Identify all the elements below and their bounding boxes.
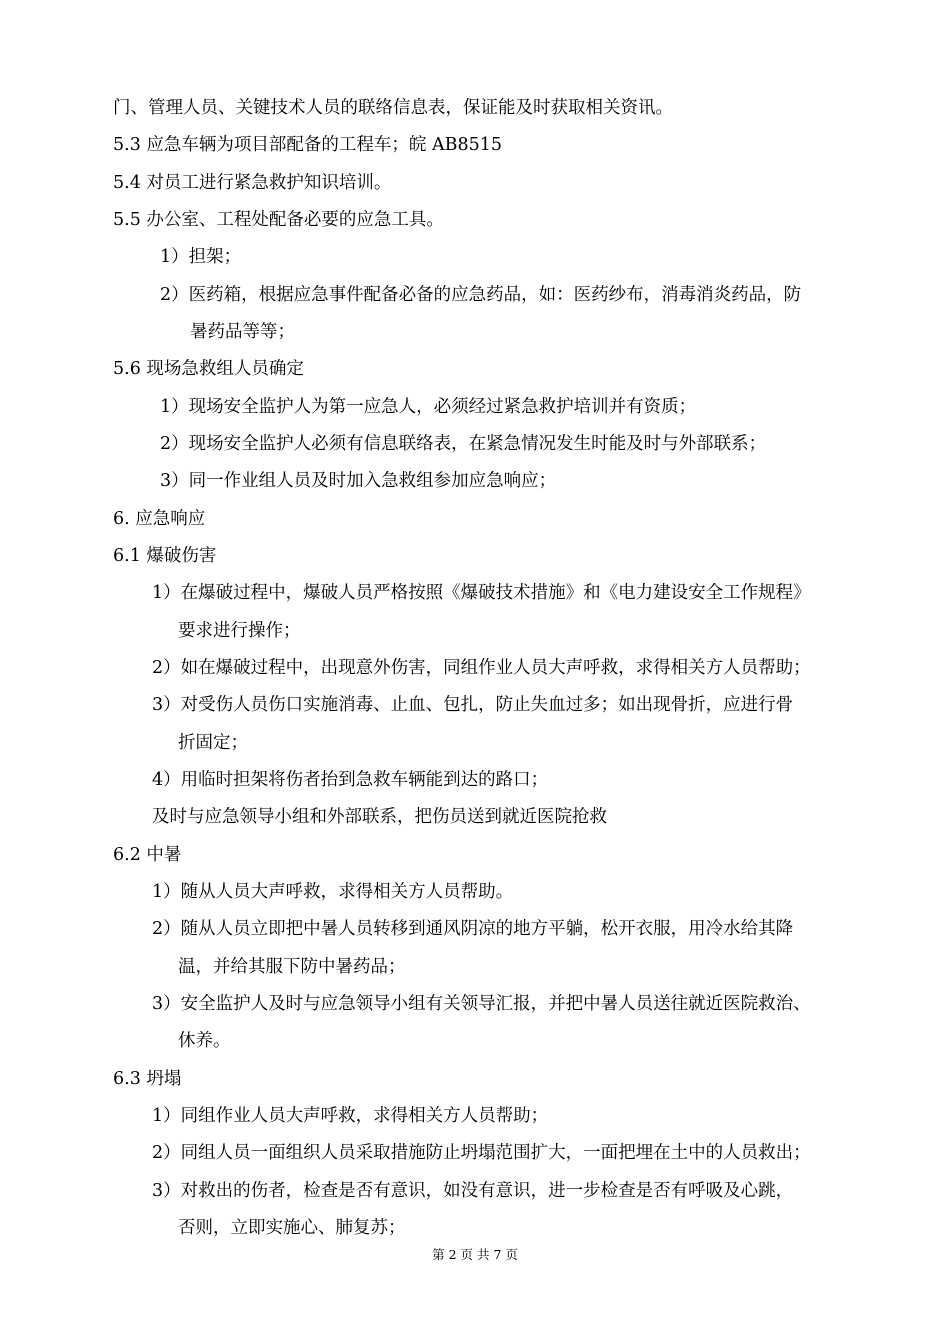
list-item: 4）用临时担架将伤者抬到急救车辆能到达的路口；	[152, 770, 549, 790]
list-item-continuation: 否则，立即实施心、肺复苏；	[178, 1218, 406, 1238]
list-item: 1）随从人员大声呼救，求得相关方人员帮助。	[152, 882, 514, 902]
list-item: 1）在爆破过程中，爆破人员严格按照《爆破技术措施》和《电力建设安全工作规程》	[152, 583, 811, 603]
list-item-continuation: 休养。	[178, 1031, 231, 1051]
list-item: 2）医药箱，根据应急事件配备必备的应急药品，如：医药纱布，消毒消炎药品，防	[160, 285, 802, 305]
list-item: 3）同一作业组人员及时加入急救组参加应急响应；	[160, 471, 557, 491]
list-item: 1）现场安全监护人为第一应急人，必须经过紧急救护培训并有资质；	[160, 397, 697, 417]
list-item: 2）现场安全监护人必须有信息联络表，在紧急情况发生时能及时与外部联系；	[160, 434, 767, 454]
list-item-continuation: 温，并给其服下防中暑药品；	[178, 957, 406, 977]
section-6-1: 6.1 爆破伤害	[113, 546, 217, 566]
list-item: 2）如在爆破过程中，出现意外伤害，同组作业人员大声呼救，求得相关方人员帮助；	[152, 658, 811, 678]
body-line: 门、管理人员、关键技术人员的联络信息表，保证能及时获取相关资讯。	[113, 98, 673, 118]
section-5-5: 5.5 办公室、工程处配备必要的应急工具。	[113, 210, 444, 230]
section-6-2: 6.2 中暑	[113, 845, 182, 865]
section-5-4: 5.4 对员工进行紧急救护知识培训。	[113, 173, 392, 193]
list-item: 3）对受伤人员伤口实施消毒、止血、包扎，防止失血过多；如出现骨折，应进行骨	[152, 695, 794, 715]
section-6: 6. 应急响应	[113, 509, 206, 529]
list-item: 2）随从人员立即把中暑人员转移到通风阴凉的地方平躺，松开衣服，用冷水给其降	[152, 919, 794, 939]
section-5-3: 5.3 应急车辆为项目部配备的工程车；皖 AB8515	[113, 135, 502, 155]
list-item: 3）对救出的伤者，检查是否有意识，如没有意识，进一步检查是否有呼吸及心跳，	[152, 1181, 794, 1201]
section-6-3: 6.3 坍塌	[113, 1069, 182, 1089]
body-line: 及时与应急领导小组和外部联系，把伤员送到就近医院抢救	[152, 807, 607, 827]
list-item-continuation: 要求进行操作；	[178, 621, 301, 641]
list-item: 1）同组作业人员大声呼救，求得相关方人员帮助；	[152, 1106, 549, 1126]
section-5-6: 5.6 现场急救组人员确定	[113, 359, 304, 379]
list-item-continuation: 折固定；	[178, 733, 248, 753]
list-item: 3）安全监护人及时与应急领导小组有关领导汇报，并把中暑人员送往就近医院救治、	[152, 994, 811, 1014]
list-item: 2）同组人员一面组织人员采取措施防止坍塌范围扩大，一面把埋在土中的人员救出；	[152, 1143, 811, 1163]
page-footer: 第 2 页 共 7 页	[432, 1247, 518, 1262]
list-item-continuation: 暑药品等等；	[190, 322, 295, 342]
list-item: 1）担架；	[160, 247, 242, 267]
